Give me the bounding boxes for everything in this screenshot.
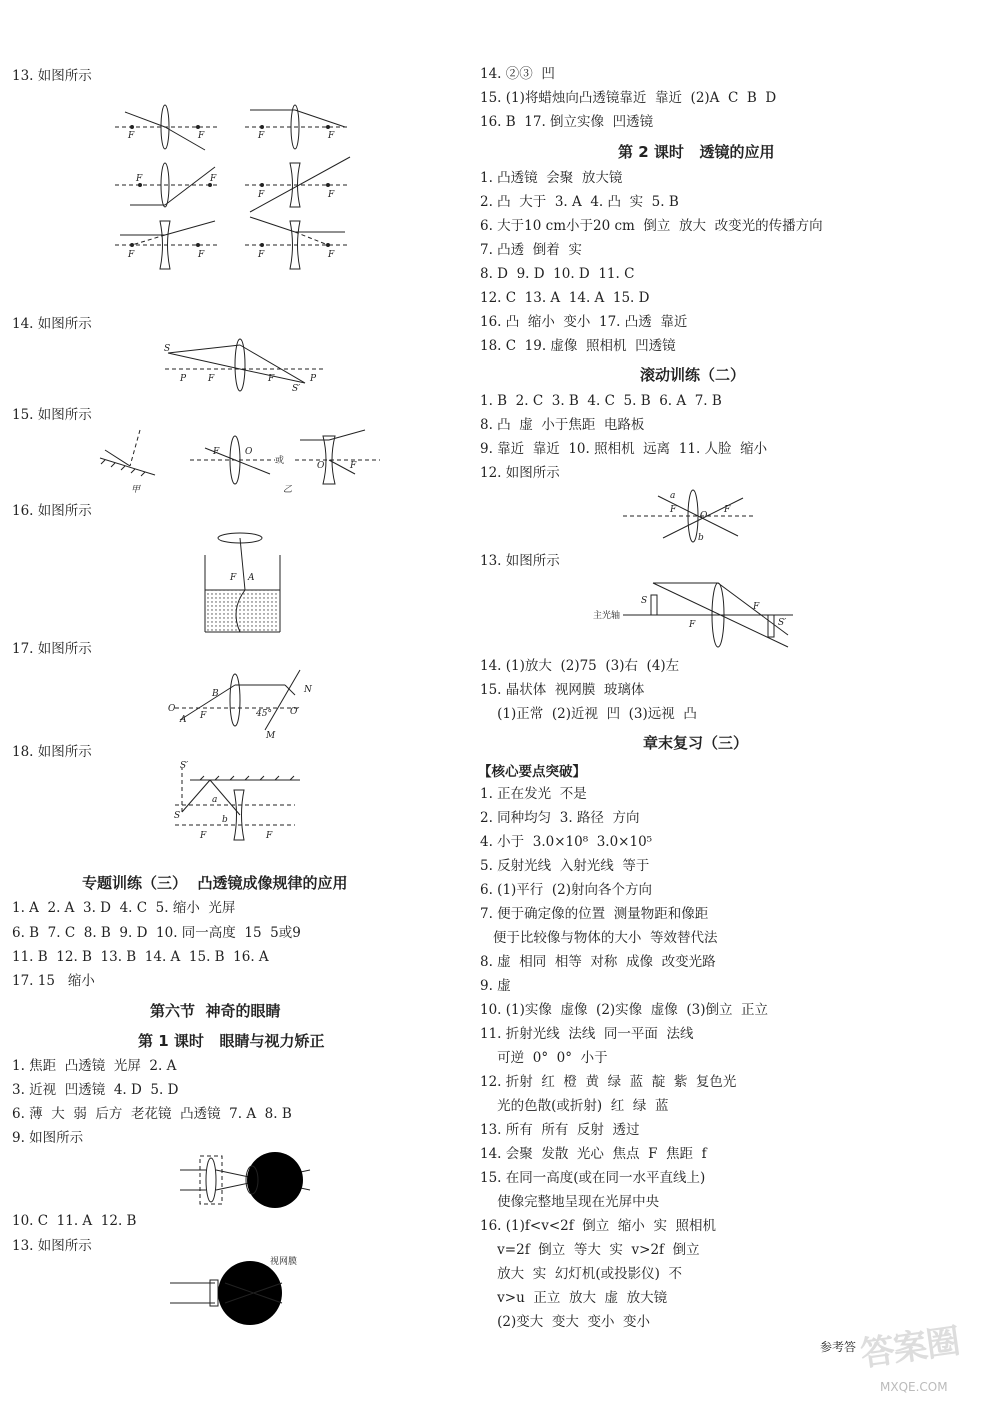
lesson1-line-3: 6. 薄 大 弱 后方 老花镜 凸透镜 7. A 8. B <box>12 1106 292 1122</box>
chapter-review-title: 章末复习（三） <box>643 734 749 752</box>
review-line-23: (2)变大 变大 变小 变小 <box>480 1314 651 1330</box>
review-line-11: 11. 折射光线 法线 同一平面 法线 <box>480 1026 694 1042</box>
right-top-2: 15. (1)将蜡烛向凸透镜靠近 靠近 (2)A C B D <box>480 90 777 106</box>
review-line-4: 5. 反射光线 入射光线 等于 <box>480 858 650 874</box>
retina-label: 视网膜 <box>270 1257 298 1267</box>
q17-label: 17. 如图所示 <box>12 641 92 657</box>
lesson1-line-4: 9. 如图所示 <box>12 1130 84 1146</box>
svg-text:P: P <box>310 374 317 384</box>
lesson1-line-1: 1. 焦距 凸透镜 光屏 2. A <box>12 1058 177 1074</box>
svg-text:F: F <box>266 831 273 841</box>
page-footer: 参考答 <box>820 1340 857 1354</box>
q13-label: 13. 如图所示 <box>12 68 92 84</box>
svg-text:F: F <box>136 174 143 184</box>
section-title: 第六节 神奇的眼睛 <box>150 1002 281 1020</box>
svg-text:b: b <box>222 815 228 825</box>
svg-text:N: N <box>304 685 312 695</box>
lesson2-line-7: 16. 凸 缩小 变小 17. 凸透 靠近 <box>480 314 688 330</box>
review-line-14: 光的色散(或折射) 红 绿 蓝 <box>480 1098 669 1114</box>
roll-line-4: 12. 如图所示 <box>480 465 560 481</box>
svg-text:S: S <box>164 344 171 354</box>
svg-text:A: A <box>180 715 187 725</box>
q15-label: 15. 如图所示 <box>12 407 92 423</box>
review-line-8: 8. 虚 相同 相等 对称 成像 改变光路 <box>480 954 716 970</box>
lesson2-line-8: 18. C 19. 虚像 照相机 凹透镜 <box>480 338 676 354</box>
lesson2-line-3: 6. 大于10 cm小于20 cm 倒立 放大 改变光的传播方向 <box>480 218 823 234</box>
svg-text:F: F <box>230 573 237 583</box>
review-line-7: 便于比较像与物体的大小 等效替代法 <box>480 930 718 946</box>
review-line-22: v>u 正立 放大 虚 放大镜 <box>480 1290 668 1306</box>
svg-text:F: F <box>350 461 357 471</box>
review-line-20: v=2f 倒立 等大 实 v>2f 倒立 <box>480 1242 700 1258</box>
svg-text:F: F <box>753 602 760 612</box>
svg-text:F: F <box>198 250 205 260</box>
lesson1-line-5: 10. C 11. A 12. B <box>12 1213 137 1229</box>
roll-q13-figure <box>593 575 793 655</box>
svg-text:S: S <box>174 811 181 821</box>
right-top-1: 14. ②③ 凹 <box>480 66 555 82</box>
roll-after-1: 14. (1)放大 (2)75 (3)右 (4)左 <box>480 658 680 674</box>
svg-text:O: O <box>700 511 708 521</box>
svg-text:B: B <box>212 689 219 699</box>
svg-text:a: a <box>670 491 676 501</box>
topic-training-title: 专题训练（三） 凸透镜成像规律的应用 <box>82 874 348 892</box>
core-points-label: 【核心要点突破】 <box>478 764 586 780</box>
svg-text:F: F <box>689 620 696 630</box>
q15-yi: 乙 <box>283 485 293 495</box>
eye-figure-2 <box>170 1258 320 1328</box>
review-line-16: 14. 会聚 发散 光心 焦点 F 焦距 f <box>480 1146 707 1162</box>
roll-after-3: (1)正常 (2)近视 凹 (3)远视 凸 <box>480 706 697 722</box>
lesson2-line-1: 1. 凸透镜 会聚 放大镜 <box>480 170 623 186</box>
lesson1-q13: 13. 如图所示 <box>12 1238 92 1254</box>
q14-figure <box>160 335 330 395</box>
svg-text:A: A <box>248 573 255 583</box>
svg-text:F: F <box>328 190 335 200</box>
svg-text:S: S <box>641 596 648 606</box>
review-line-3: 4. 小于 3.0×10⁸ 3.0×10⁵ <box>480 834 653 850</box>
svg-text:F: F <box>258 190 265 200</box>
lesson2-title: 第 2 课时 透镜的应用 <box>618 143 775 161</box>
svg-text:O: O <box>245 447 253 457</box>
review-line-10: 10. (1)实像 虚像 (2)实像 虚像 (3)倒立 正立 <box>480 1002 769 1018</box>
q16-label: 16. 如图所示 <box>12 503 92 519</box>
lesson2-line-5: 8. D 9. D 10. D 11. C <box>480 266 635 282</box>
review-line-2: 2. 同种均匀 3. 路径 方向 <box>480 810 640 826</box>
svg-text:F: F <box>210 174 217 184</box>
svg-text:O′: O′ <box>290 707 300 717</box>
svg-text:F: F <box>670 505 677 515</box>
review-line-1: 1. 正在发光 不是 <box>480 786 587 802</box>
review-line-15: 13. 所有 所有 反射 透过 <box>480 1122 640 1138</box>
svg-text:F: F <box>213 447 220 457</box>
svg-text:S′: S′ <box>778 618 787 628</box>
review-line-6: 7. 便于确定像的位置 测量物距和像距 <box>480 906 709 922</box>
svg-text:F: F <box>200 711 207 721</box>
svg-text:S′: S′ <box>292 384 301 394</box>
svg-text:F: F <box>198 131 205 141</box>
lesson2-line-2: 2. 凸 大于 3. A 4. 凸 实 5. B <box>480 194 679 210</box>
review-line-18: 使像完整地呈现在光屏中央 <box>480 1194 660 1210</box>
svg-text:F: F <box>208 374 215 384</box>
lesson2-line-6: 12. C 13. A 14. A 15. D <box>480 290 650 306</box>
svg-text:F: F <box>328 250 335 260</box>
review-line-13: 12. 折射 红 橙 黄 绿 蓝 靛 紫 复色光 <box>480 1074 737 1090</box>
q15-jia: 甲 <box>131 485 141 495</box>
q17-figure <box>160 660 320 740</box>
roll-q13-label: 13. 如图所示 <box>480 553 560 569</box>
lesson2-line-4: 7. 凸透 倒着 实 <box>480 242 582 258</box>
svg-text:F: F <box>724 505 731 515</box>
review-line-19: 16. (1)f<v<2f 倒立 缩小 实 照相机 <box>480 1218 717 1234</box>
watermark-url: MXQE.COM <box>880 1380 948 1394</box>
q16-figure <box>190 520 290 640</box>
roll-line-3: 9. 靠近 靠近 10. 照相机 远离 11. 人脸 缩小 <box>480 441 768 457</box>
review-line-5: 6. (1)平行 (2)射向各个方向 <box>480 882 652 898</box>
roll-after-2: 15. 晶状体 视网膜 玻璃体 <box>480 682 645 698</box>
roll-q12-figure <box>618 488 758 548</box>
q14-label: 14. 如图所示 <box>12 316 92 332</box>
q18-figure <box>170 760 300 845</box>
svg-text:M: M <box>266 731 276 741</box>
svg-text:F: F <box>200 831 207 841</box>
svg-text:F: F <box>128 131 135 141</box>
review-line-9: 9. 虚 <box>480 978 511 994</box>
svg-text:F: F <box>258 250 265 260</box>
topic-line-1: 1. A 2. A 3. D 4. C 5. 缩小 光屏 <box>12 900 236 916</box>
svg-text:O: O <box>168 704 176 714</box>
q18-label: 18. 如图所示 <box>12 744 92 760</box>
svg-text:O: O <box>317 461 325 471</box>
q15-figure <box>95 430 385 500</box>
eye-figure-1 <box>180 1150 320 1210</box>
watermark-logo: 答案圈 <box>858 1321 962 1375</box>
roll-line-1: 1. B 2. C 3. B 4. C 5. B 6. A 7. B <box>480 393 722 409</box>
main-axis-label: 主光轴 <box>593 611 621 621</box>
review-line-17: 15. 在同一高度(或在同一水平直线上) <box>480 1170 706 1186</box>
review-line-21: 放大 实 幻灯机(或投影仪) 不 <box>480 1266 682 1282</box>
svg-text:b: b <box>698 533 704 543</box>
review-line-12: 可逆 0° 0° 小于 <box>480 1050 608 1066</box>
svg-text:a: a <box>212 795 218 805</box>
q15-or: 或 <box>275 456 285 466</box>
svg-text:F: F <box>268 374 275 384</box>
roll-line-2: 8. 凸 虚 小于焦距 电路板 <box>480 417 645 433</box>
topic-line-3: 11. B 12. B 13. B 14. A 15. B 16. A <box>12 949 269 965</box>
svg-text:F: F <box>328 131 335 141</box>
svg-text:F: F <box>258 131 265 141</box>
svg-text:F: F <box>128 250 135 260</box>
roll-training-title: 滚动训练（二） <box>640 366 746 384</box>
svg-text:P: P <box>180 374 187 384</box>
topic-line-2: 6. B 7. C 8. B 9. D 10. 同一高度 15 5或9 <box>12 925 301 941</box>
lesson1-title: 第 1 课时 眼睛与视力矫正 <box>138 1032 325 1050</box>
svg-text:S′: S′ <box>180 761 189 771</box>
svg-text:45°: 45° <box>256 709 272 719</box>
topic-line-4: 17. 15 缩小 <box>12 973 95 989</box>
q13-lens-figure <box>110 92 350 272</box>
right-top-3: 16. B 17. 倒立实像 凹透镜 <box>480 114 654 130</box>
lesson1-line-2: 3. 近视 凹透镜 4. D 5. D <box>12 1082 179 1098</box>
